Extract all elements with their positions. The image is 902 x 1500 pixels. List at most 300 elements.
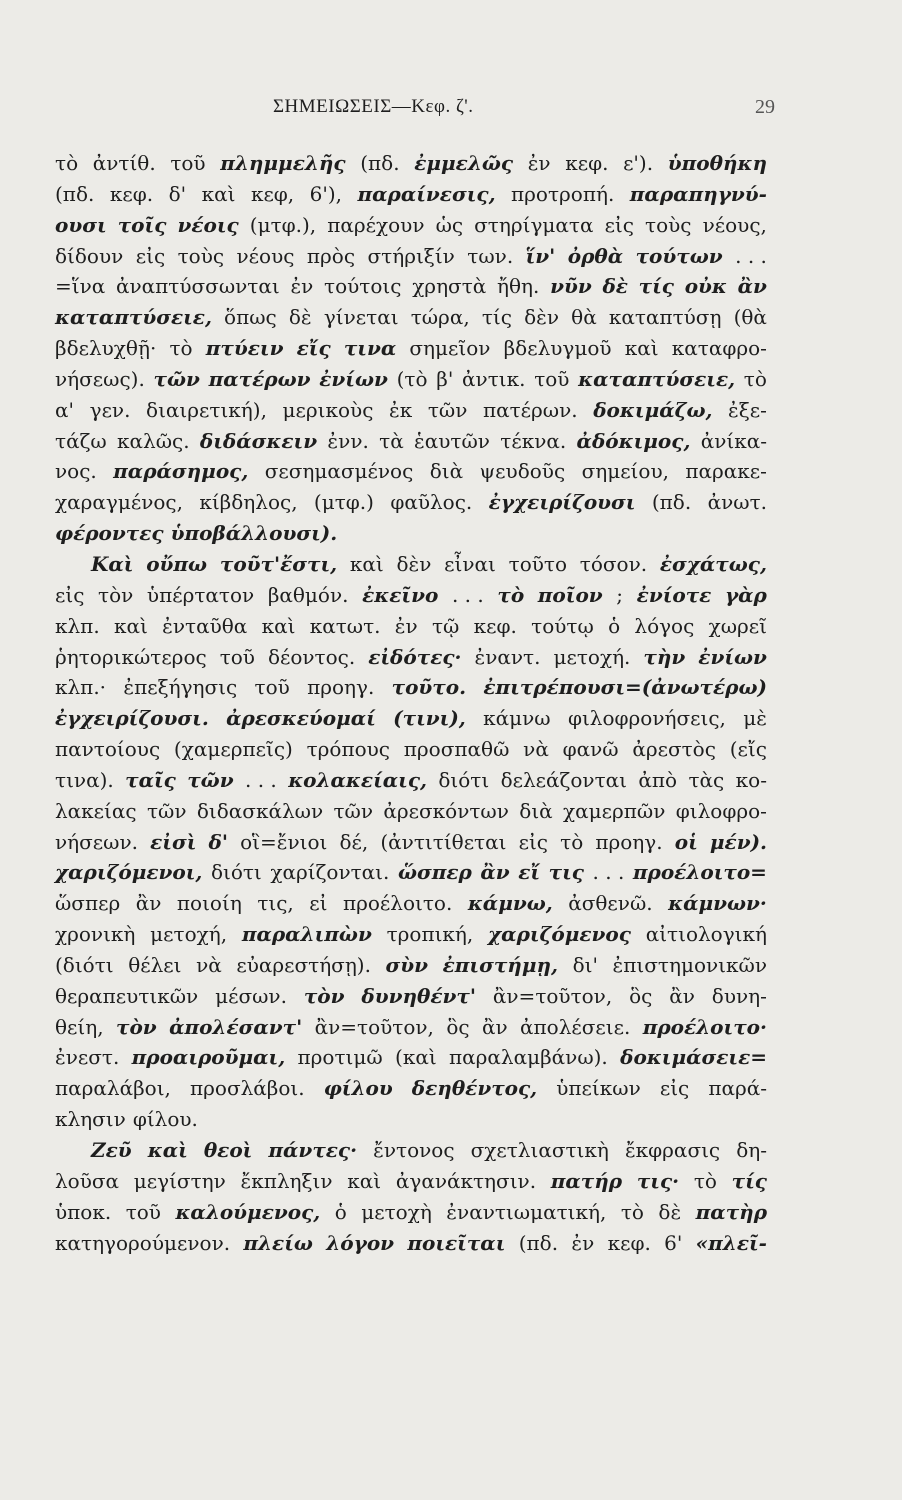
word: προηγ. — [307, 675, 375, 700]
lemma-word: σὺν — [385, 952, 429, 977]
lemma-word: παραίνεσις, — [357, 181, 496, 206]
word: . . . — [245, 767, 277, 792]
lemma-word: τινα — [343, 336, 397, 361]
lemma-word: ἐγχειρίζουσι — [488, 490, 636, 515]
lemma-word: χαριζόμενος — [488, 922, 631, 947]
word: ἐνταῦθα — [162, 613, 248, 638]
word: ε'). — [623, 151, 654, 175]
lemma-word: τὴν — [643, 644, 686, 669]
word: νέους — [236, 243, 295, 268]
word: καταφρο- — [671, 336, 767, 361]
lemma-word: ἐγχειρίζουσι. — [55, 706, 209, 731]
text-line — [55, 796, 767, 827]
page-header — [55, 96, 775, 126]
word: αἰτιολογική — [645, 922, 767, 947]
word: (ἀντιτίθεται — [380, 829, 507, 854]
word: τινα). — [55, 767, 114, 792]
word: παρέχουν — [327, 212, 425, 237]
word: (διότι — [55, 952, 114, 977]
word: ἐνεστ. — [55, 1045, 120, 1070]
word: δη- — [736, 1138, 767, 1162]
word: τοῦ — [254, 675, 290, 700]
lemma-word: ἐπιτρέπουσι=(ἀνωτέρω) — [483, 675, 767, 700]
text-line — [55, 734, 767, 765]
lemma-word: κάμνω, — [467, 891, 553, 916]
word: τὸ — [560, 829, 584, 854]
word: βδελυγμοῦ — [503, 336, 612, 361]
word: διαιρετική), — [146, 397, 267, 422]
word: κεφ. — [473, 613, 517, 638]
word: καὶ — [113, 613, 148, 638]
word: ἤθη. — [497, 274, 540, 299]
word: παραλάβοι, — [55, 1076, 171, 1101]
word: διὰ — [519, 798, 553, 823]
lemma-word: κάμνων· — [668, 891, 767, 916]
lemma-word: τοῖς — [117, 212, 167, 237]
word: οἳ=ἔνιοι — [240, 829, 328, 854]
word: ἐν — [571, 1230, 595, 1255]
word: . . . — [451, 582, 484, 607]
lemma-word: δεηθέντος, — [411, 1076, 538, 1101]
word: καὶ — [261, 613, 296, 638]
word: σημείου, — [581, 459, 669, 484]
word: . . . — [735, 243, 767, 268]
word: χωρεῖ — [708, 613, 767, 638]
word: ἐναντιωματική, — [446, 1199, 607, 1224]
word: πρὸς — [306, 243, 356, 268]
word: θείη, — [55, 1014, 104, 1039]
word: τόσον. — [579, 551, 648, 576]
word: καὶ — [349, 551, 384, 576]
word: τῷ — [431, 613, 460, 638]
lemma-word: οὔπω — [146, 551, 208, 576]
word: εἰς — [135, 243, 166, 268]
lemma-word: εἰσὶ — [150, 829, 197, 854]
text-line — [55, 580, 767, 611]
lemma-word: εἴ — [518, 860, 541, 885]
lemma-word: εἴς — [296, 336, 331, 361]
lemma-word: τῶν — [153, 366, 200, 391]
lemma-word: δοκιμάζω, — [593, 397, 713, 422]
word: μετοχὴ — [361, 1199, 432, 1224]
text-line — [55, 1166, 767, 1197]
word: ὁ — [334, 1199, 347, 1224]
lemma-word: ἀδόκιμος, — [576, 428, 691, 453]
lemma-word: οἱ — [674, 829, 698, 854]
lemma-word: τοῦτο. — [391, 675, 467, 700]
word: εἶναι — [444, 551, 496, 576]
text-line — [55, 302, 767, 333]
word: καλῶς. — [117, 428, 190, 453]
word: χαμερπῶν — [563, 798, 666, 823]
word: νήσεων. — [55, 829, 138, 854]
lemma-word: προέλοιτο· — [642, 1014, 767, 1039]
lemma-word: ἐμμελῶς — [414, 151, 514, 175]
word: τάζω — [55, 428, 107, 453]
word: κλπ. — [55, 613, 100, 638]
word: μεγίστην — [133, 1168, 226, 1193]
word: λακείας — [55, 798, 137, 823]
word: βαθμόν. — [267, 582, 349, 607]
word: ψευδοῦς — [479, 459, 566, 484]
text-line — [55, 765, 767, 796]
word: ἀπὸ — [638, 767, 678, 792]
lemma-word: παραπηγνύ- — [629, 181, 767, 206]
word: ἐν — [394, 613, 418, 638]
word: δέοντος. — [267, 644, 356, 669]
text-line — [55, 642, 767, 673]
text-line — [55, 426, 767, 457]
lemma-word: τὸν — [115, 1014, 157, 1039]
word: εἰς — [604, 212, 634, 237]
word: εἰς — [659, 1076, 690, 1101]
word: ἀπολέσειε. — [520, 1014, 631, 1039]
word: ὑπείκων — [556, 1076, 641, 1101]
word: εἰς — [518, 829, 548, 854]
word: τὸν — [98, 582, 134, 607]
word: εἰς — [55, 582, 85, 607]
text-line — [55, 333, 767, 364]
lemma-word: εἰδότες· — [368, 644, 462, 669]
lemma-word: πλημμελῆς — [220, 151, 346, 175]
word: ἐν — [527, 151, 551, 175]
word: προέλοιτο. — [342, 891, 453, 916]
word: τὰς — [688, 767, 725, 792]
word: (θὰ — [733, 305, 767, 330]
lemma-word: θεοὶ — [203, 1138, 253, 1162]
lemma-word: πατήρ — [550, 1168, 623, 1193]
word: (τὸ — [396, 366, 428, 391]
word: ἀρεσκόντων — [383, 798, 509, 823]
word: χαρίζονται. — [270, 860, 390, 885]
word: ὥσπερ — [55, 891, 121, 916]
word: ὃς — [629, 983, 653, 1008]
word: διδασκάλων — [196, 798, 324, 823]
word: δυνη- — [711, 983, 767, 1008]
lemma-word: παράσημος, — [113, 459, 249, 484]
lemma-word: τούτων — [635, 243, 723, 268]
word: διὰ — [429, 459, 464, 484]
text-line — [55, 549, 767, 580]
lemma-word: ὀρθὰ — [567, 243, 624, 268]
text-line — [55, 1197, 767, 1228]
word: φανῶ — [562, 737, 619, 762]
lemma-word: «πλεῖ- — [695, 1230, 767, 1255]
word: τροπική, — [386, 922, 474, 947]
word: τοὺς — [645, 212, 692, 237]
word: δὲ — [288, 305, 312, 330]
lemma-word: πτύειν — [205, 336, 284, 361]
lemma-word: ὥσπερ — [397, 860, 472, 885]
word: βδελυχθῇ· — [55, 336, 157, 361]
word: χρονικὴ — [55, 922, 136, 947]
text-line — [55, 364, 767, 395]
lemma-word: ποῖον — [537, 582, 603, 607]
lemma-word: ποιεῖται — [407, 1230, 506, 1255]
text-line — [55, 241, 767, 272]
text-line — [55, 1042, 767, 1073]
word: θεραπευτικῶν — [55, 983, 199, 1008]
word: προτιμῶ — [297, 1045, 383, 1070]
word: ἀντίθ. — [92, 151, 156, 175]
text-line — [55, 271, 767, 302]
word: θὰ — [571, 305, 597, 330]
word: ὃς — [446, 1014, 470, 1039]
word: παντοίους — [55, 737, 161, 762]
word: 6'), — [309, 181, 343, 206]
lemma-word: παραλιπὼν — [241, 922, 372, 947]
word: τῶν — [333, 798, 374, 823]
lemma-word: ἐνίων — [319, 366, 388, 391]
text-line — [55, 487, 767, 518]
word: εἰ — [309, 891, 328, 916]
text-line — [55, 1135, 767, 1166]
lemma-word: ἐκεῖνο — [362, 582, 439, 607]
lemma-word: ἀρεσκεύομαί — [226, 706, 376, 731]
word: κάμνω — [483, 706, 551, 731]
lemma-word: τὸ — [497, 582, 525, 607]
text-line — [55, 518, 767, 549]
word: των. — [467, 243, 514, 268]
word: (πδ. — [55, 181, 95, 206]
running-head: ΣΗΜΕΙΩΣΕΙΣ—Κεφ. ζ'. — [273, 96, 474, 117]
word: μετοχή. — [553, 644, 631, 669]
word: δὲ — [658, 1199, 682, 1224]
lemma-word: (τινι), — [393, 706, 466, 731]
lemma-word: δ' — [208, 829, 228, 854]
word: ἔντονος — [373, 1138, 455, 1162]
word: νήσεως). — [55, 366, 145, 391]
word: τὸ — [620, 1199, 644, 1224]
word: τούτοις — [324, 274, 402, 299]
word: ἂν — [481, 1014, 508, 1039]
word: κεφ, — [250, 181, 295, 206]
word: τούτῳ — [531, 613, 594, 638]
lemma-word: πλείω — [243, 1230, 313, 1255]
lemma-word: τὸν — [303, 983, 345, 1008]
lemma-word: διδάσκειν — [199, 428, 318, 453]
word: =ἵνα — [55, 274, 106, 299]
word: κεφ. — [109, 181, 154, 206]
word: νέους, — [702, 212, 767, 237]
word: μὲ — [743, 706, 767, 731]
text-line — [55, 919, 767, 950]
word: τὸ — [169, 336, 193, 361]
lemma-word: φίλου — [323, 1076, 393, 1101]
word: ἐπιστημονικῶν — [612, 952, 767, 977]
word: ἐκ — [389, 397, 413, 422]
notes-text — [55, 148, 767, 1258]
lemma-word: νῦν — [550, 274, 592, 299]
lemma-word: φέροντες — [55, 521, 164, 546]
word: κο- — [735, 767, 767, 792]
word: τοῦ — [534, 366, 570, 391]
lemma-word: οὐκ — [684, 274, 727, 299]
word: . . . — [592, 860, 625, 885]
lemma-word: ἀπολέσαντ' — [169, 1014, 303, 1039]
lemma-word: ταῖς — [125, 767, 176, 792]
word: δέ, — [339, 829, 369, 854]
word: ὁ — [608, 613, 621, 638]
text-line — [55, 611, 767, 642]
word: β' — [436, 366, 454, 391]
text-line — [55, 179, 767, 210]
word: ἐπεξήγησις — [123, 675, 238, 700]
word: ὅπως — [224, 305, 277, 330]
word: χαραγμένος, — [55, 490, 183, 515]
lemma-word: χαριζόμενοι, — [55, 860, 203, 885]
word: ἐν — [290, 274, 314, 299]
lemma-word: ἵν' — [525, 243, 556, 268]
word: λοῦσα — [55, 1168, 120, 1193]
lemma-word: πάντες· — [268, 1138, 358, 1162]
word: φιλοφρονήσεις, — [567, 706, 726, 731]
word: διότι — [438, 767, 490, 792]
lemma-word: προέλοιτο= — [632, 860, 767, 885]
lemma-word: Καὶ — [91, 551, 134, 576]
word: (μτφ.), — [249, 212, 317, 237]
word: ἂν=τοῦτον, — [492, 983, 613, 1008]
word: στηρίγματα — [474, 212, 594, 237]
word: δι' — [572, 952, 598, 977]
word: (μτφ.) — [313, 490, 374, 515]
word: τοῦ — [125, 1199, 161, 1224]
word: πατέρων. — [482, 397, 578, 422]
text-line — [55, 981, 767, 1012]
word: παρακε- — [685, 459, 767, 484]
lemma-word: ἐσχάτως, — [659, 551, 767, 576]
lemma-word: προαιροῦμαι, — [131, 1045, 286, 1070]
word: εὐαρεστήσῃ). — [236, 952, 371, 977]
lemma-word: πατὴρ — [695, 1199, 767, 1224]
word: τοὺς — [177, 243, 225, 268]
text-line — [55, 672, 767, 703]
word: (εἴς — [729, 737, 767, 762]
word: ἂν — [135, 891, 162, 916]
lemma-word: καταπτύσειε, — [578, 366, 736, 391]
lemma-word: δυνηθέντ' — [361, 983, 476, 1008]
word: ἐναντ. — [474, 644, 541, 669]
lemma-word: δὲ — [602, 274, 628, 299]
lemma-word: ουσι — [55, 212, 107, 237]
lemma-word: γὰρ — [724, 582, 767, 607]
text-line — [55, 950, 767, 981]
word: προσλάβοι. — [190, 1076, 305, 1101]
lemma-word: ἐνίοτε — [636, 582, 712, 607]
word: ἑαυτῶν — [414, 428, 490, 453]
word: ; — [616, 582, 624, 607]
word: κίβδηλος, — [199, 490, 298, 515]
text-line — [55, 210, 767, 241]
word: νος. — [55, 459, 97, 484]
word: μετοχή, — [150, 922, 228, 947]
lemma-word: κολακείαις, — [288, 767, 427, 792]
word: κεφ. — [607, 1230, 651, 1255]
word: ποιοίη — [176, 891, 242, 916]
lemma-word: ὑποβάλλουσι). — [170, 521, 338, 546]
word: καὶ — [624, 336, 659, 361]
lemma-word: τῶν — [187, 767, 234, 792]
text-line — [55, 1228, 767, 1259]
word: ἔκφρασις — [624, 1138, 721, 1162]
lemma-word: νέοις — [177, 212, 239, 237]
lemma-word: καλούμενος, — [175, 1199, 321, 1224]
text-line — [55, 827, 767, 858]
word: τὸ — [55, 151, 79, 175]
word: καταπτύσῃ — [608, 305, 722, 330]
word: (πδ. — [360, 151, 400, 175]
lemma-word: ἐπιστήμῃ, — [442, 952, 558, 977]
word: (χαμερπεῖς) — [173, 737, 293, 762]
word: κλπ.· — [55, 675, 107, 700]
word: ἐνν. — [327, 428, 369, 453]
word: τὸ — [693, 1168, 717, 1193]
word: φίλου. — [132, 1107, 198, 1132]
word: μερικοὺς — [282, 397, 374, 422]
lemma-word: τίς — [638, 274, 674, 299]
text-line — [55, 395, 767, 426]
word: ὑπέρτατον — [146, 582, 255, 607]
word: ἀνωτ. — [707, 490, 767, 515]
word: τὸ — [743, 366, 767, 391]
word: ῥητορικώτερος — [55, 644, 207, 669]
word: γίνεται — [323, 305, 399, 330]
word: δὲν — [524, 305, 560, 330]
lemma-word: ὑποθήκη — [667, 151, 767, 175]
word: δ' — [168, 181, 187, 206]
lemma-word: καὶ — [147, 1138, 188, 1162]
word: ἐξε- — [728, 397, 767, 422]
lemma-word: τίς — [731, 1168, 767, 1193]
word: στήριξίν — [367, 243, 455, 268]
page-number: 29 — [755, 96, 775, 118]
word: μέσων. — [215, 983, 287, 1008]
word: (καὶ — [395, 1045, 437, 1070]
word: ἀγανάκτησιν. — [395, 1168, 537, 1193]
text-line — [55, 1104, 767, 1135]
word: γεν. — [89, 397, 131, 422]
word: ἀσθενῶ. — [568, 891, 653, 916]
text-line — [55, 857, 767, 888]
text-line — [55, 1012, 767, 1043]
word: σημεῖον — [409, 336, 491, 361]
word: σεσημασμένος — [264, 459, 414, 484]
lemma-word: πατέρων — [208, 366, 311, 391]
word: φιλοφρο- — [675, 798, 767, 823]
word: καὶ — [347, 1168, 382, 1193]
word: παρά- — [708, 1076, 767, 1101]
lemma-word: μέν). — [709, 829, 767, 854]
word: τις, — [257, 891, 294, 916]
lemma-word: τις — [548, 860, 584, 885]
word: κατηγορούμενον. — [55, 1230, 231, 1255]
word: ἀνίκα- — [700, 428, 767, 453]
word: δὲν — [396, 551, 432, 576]
word: τὰ — [379, 428, 404, 453]
word: δίδουν — [55, 243, 124, 268]
lemma-word: καταπτύσειε, — [55, 305, 212, 330]
lemma-word: λόγον — [326, 1230, 395, 1255]
word: ἔκπληξιν — [240, 1168, 333, 1193]
lemma-word: Ζεῦ — [91, 1138, 132, 1162]
word: λόγος — [634, 613, 695, 638]
lemma-word: ἂν — [737, 274, 767, 299]
text-line — [55, 703, 767, 734]
word: δελεάζονται — [500, 767, 627, 792]
lemma-word: ἂν — [480, 860, 510, 885]
word: κατωτ. — [309, 613, 381, 638]
word: ἀντικ. — [462, 366, 526, 391]
